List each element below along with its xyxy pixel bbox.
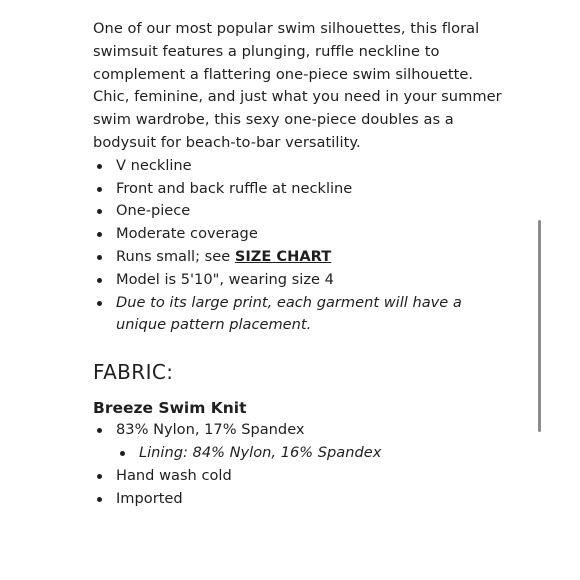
list-item-lining: Lining: 84% Nylon, 16% Spandex bbox=[116, 442, 513, 465]
list-item: Model is 5'10", wearing size 4 bbox=[93, 269, 513, 292]
list-item-runs-small bbox=[93, 246, 513, 269]
list-item: One-piece bbox=[93, 200, 513, 223]
fabric-list bbox=[93, 419, 513, 465]
list-item-print-note: Due to its large print, each garment will have a unique pattern placement. bbox=[93, 292, 513, 338]
list-item: V neckline bbox=[93, 155, 513, 178]
list-item: Imported bbox=[93, 488, 513, 511]
fabric-name: Breeze Swim Knit bbox=[93, 399, 247, 418]
composition-text: 83% Nylon, 17% Spandex bbox=[116, 421, 305, 439]
list-item: Hand wash cold bbox=[93, 465, 513, 488]
list-item: Front and back ruffle at neckline bbox=[93, 178, 513, 201]
care-list bbox=[93, 465, 513, 511]
runs-small-text: Runs small; see bbox=[116, 247, 235, 265]
product-description: One of our most popular swim silhouettes, this floral swimsuit features a plunging, ruffle neckline to complement a flattering one-piece swim silhouette. Chic, feminine, and just what you need in your summer swim wardrobe, this sexy one-piece doubles as a bodysuit for beach-to-bar versatility. bbox=[93, 20, 502, 151]
fabric-heading: FABRIC: bbox=[93, 360, 174, 385]
size-chart-link[interactable]: SIZE CHART bbox=[234, 247, 332, 265]
feature-list bbox=[93, 155, 513, 337]
scrollbar[interactable] bbox=[538, 220, 541, 432]
fabric-sublist bbox=[116, 442, 513, 465]
product-details bbox=[93, 18, 513, 510]
list-item: Moderate coverage bbox=[93, 223, 513, 246]
list-item-composition bbox=[93, 419, 513, 465]
